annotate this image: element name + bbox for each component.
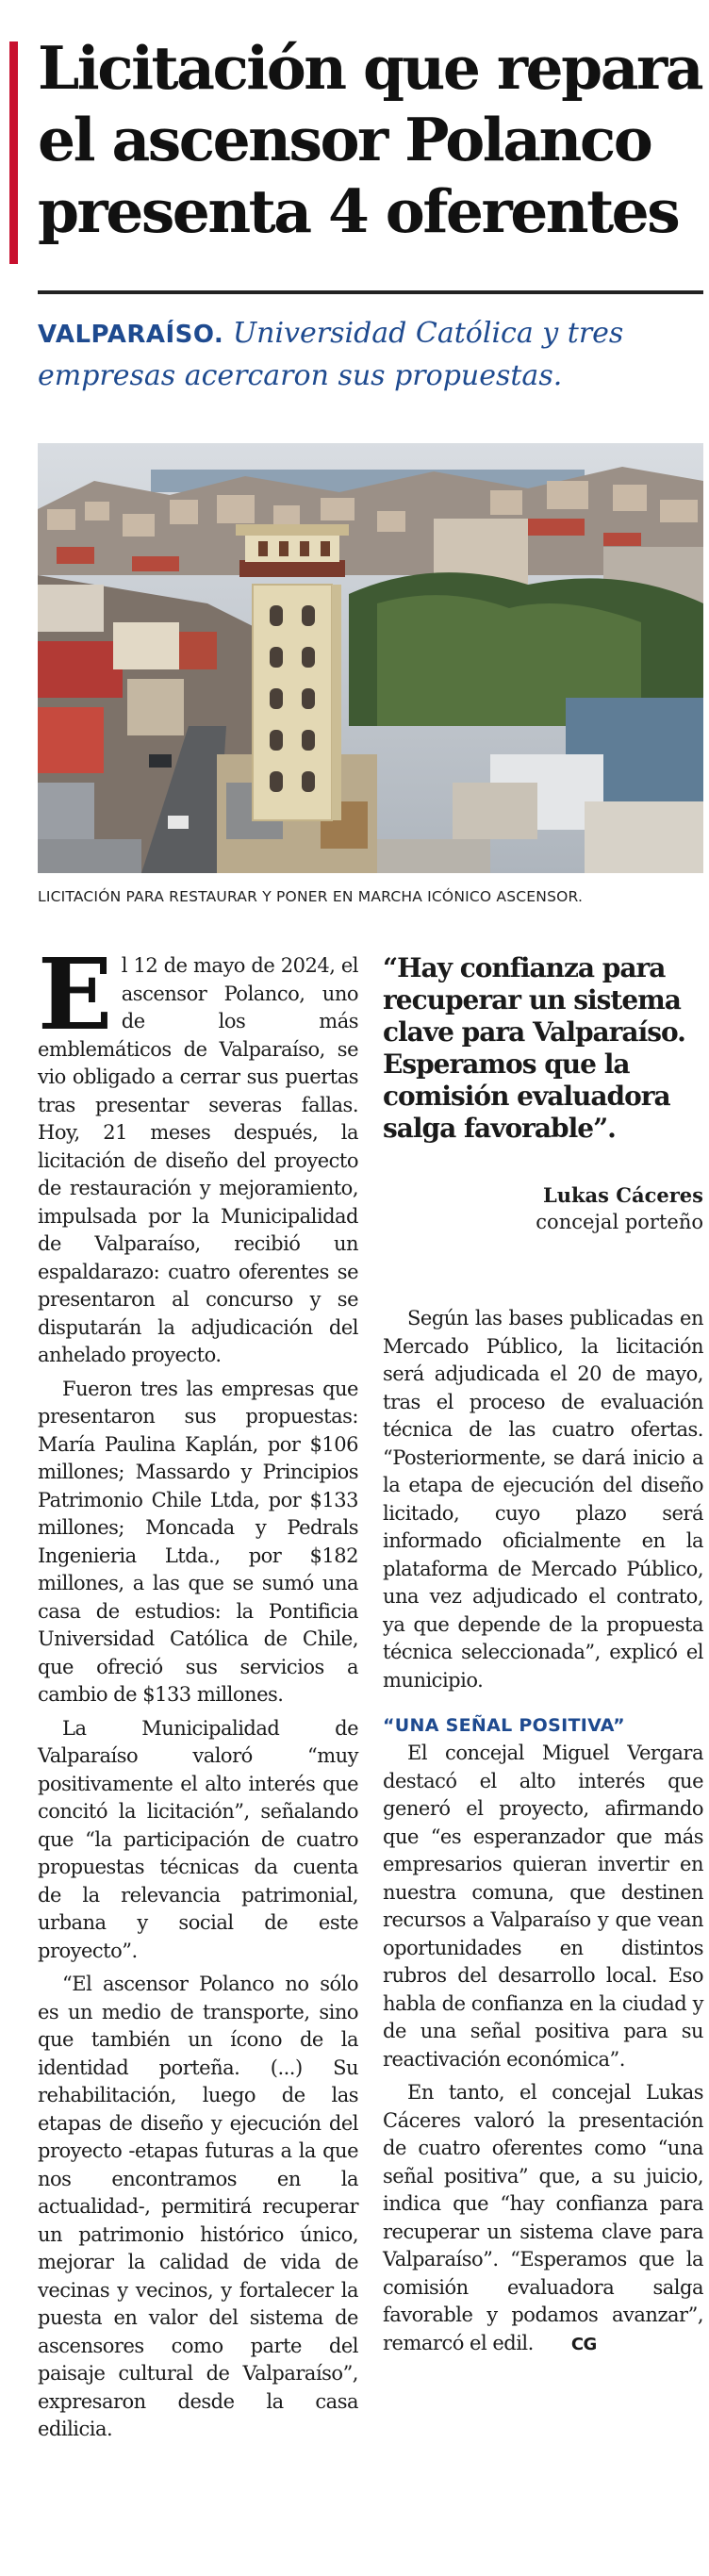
elevator-tower-photo-illustration (38, 443, 703, 873)
paragraph-6: El concejal Miguel Vergara destacó el alto interés que generó el proyecto, afirmando que “es esperanzador que más empresarios quieran invertir en nuestra comuna, que destinen recursos a Valparaíso y que vean oportunidades en distintos rubros del desarrollo local. Eso habla de confianza en la ciudad y de una señal positiva para su reactivación económica”. (383, 1742, 703, 2071)
end-mark: CG (570, 2334, 597, 2354)
lede-deck: Universidad Católica y tres empresas acercaron sus propuestas. (38, 317, 624, 392)
headline-accent-bar (9, 41, 18, 264)
headline (38, 32, 703, 247)
quote-role: concejal porteño (536, 1211, 703, 1233)
polanco-tower (236, 524, 349, 820)
pull-quote: “Hay confianza para recuperar un sistema clave para Valparaíso. Esperamos que la comisión evaluadora salga favorable”. (383, 952, 685, 1144)
headline-line-1: Licitación que repara (38, 33, 702, 103)
paragraph-5: Según las bases publicadas en Mercado Público, la licitación será adjudicada el 20 de mayo, tras el proceso de evaluación técnica de las cuatro ofertas. “Posteriormente, se dará inicio a la etapa de ejecución del diseño licitado, cuyo plazo será informado oficialmente en la plataforma de Mercado Público, una vez adjudicado el contrato, ya que depende de la propuesta técnica seleccionada”, explicó el municipio. (383, 1307, 703, 1692)
paragraph-4: “El ascensor Polanco no sólo es un medio de transporte, sino que también un ícono de la identidad porteña. (...) Su rehabilitación, luego de las etapas de diseño y ejecución del proyecto -etapas futuras a la que nos encontramos en la actualidad-, permitirá recuperar un patrimonio histórico único, mejorar la calidad de vida de vecinas y vecinos, y fortalecer la puesta en valor del sistema de ascensores como parte del paisaje cultural de Valparaíso”, expresaron desde la casa edilicia. (38, 1973, 358, 2440)
paragraph-1 (38, 936, 358, 1370)
divider-rule (38, 290, 703, 294)
headline-line-2: el ascensor Polanco (38, 105, 651, 174)
paragraph-2: Fueron tres las empresas que presentaron sus propuestas: María Paulina Kaplán, por $106 millones; Massardo y Principios Patrimonio Chile Ltda, por $133 millones; Moncada y Pedrals Ingenieria Ltda., por $182 millones, a las que se sumó una casa de estudios: la Pontificia Universidad Católica de Chile, que ofreció sus servicios a cambio de $133 millones. (38, 1377, 358, 1706)
paragraph-3: La Municipalidad de Valparaíso valoró “muy positivamente el alto interés que concitó la licitación”, señalando que “la participación de cuatro propuestas técnicas da cuenta de la relevancia patrimonial, urbana y social de este proyecto”. (38, 1716, 358, 1962)
lede (38, 313, 703, 397)
paragraph-1-text: l 12 de mayo de 2024, el ascensor Polanco, uno de los más emblemáticos de Valparaíso, se vio obligado a cerrar sus puertas tras presentar severas fallas. Hoy, 21 meses después, la licitación de diseño del proyecto de restauración y mejoramiento, impulsada por la Municipalidad de Valparaíso, recibió un espaldarazo: cuatro oferentes se presentaron al concurso y se disputarán la adjudicación del anhelado proyecto. (38, 954, 358, 1366)
left-column (38, 936, 358, 2444)
paragraph-7-text: En tanto, el concejal Lukas Cáceres valoró la presentación de cuatro oferentes como “una señal positiva” que, a su juicio, indica que “hay confianza para recuperar un sistema clave para Valparaíso”. “Esperamos que la comisión evaluadora salga favorable y podamos avanzar”, remarcó el edil. (383, 2081, 703, 2354)
right-column (383, 952, 703, 2358)
drop-cap: E (38, 936, 112, 1052)
right-body (383, 1305, 703, 2358)
quote-author: Lukas Cáceres (542, 1183, 703, 1207)
photo-caption: LICITACIÓN PARA RESTAURAR Y PONER EN MARCHA ICÓNICO ASCENSOR. (38, 888, 584, 905)
article-photo (38, 443, 703, 873)
section-subhead: “UNA SEÑAL POSITIVA” (383, 1715, 625, 1736)
lede-city: VALPARAÍSO. (38, 321, 224, 349)
headline-line-3: presenta 4 oferentes (38, 176, 679, 246)
paragraph-7 (383, 2079, 703, 2358)
